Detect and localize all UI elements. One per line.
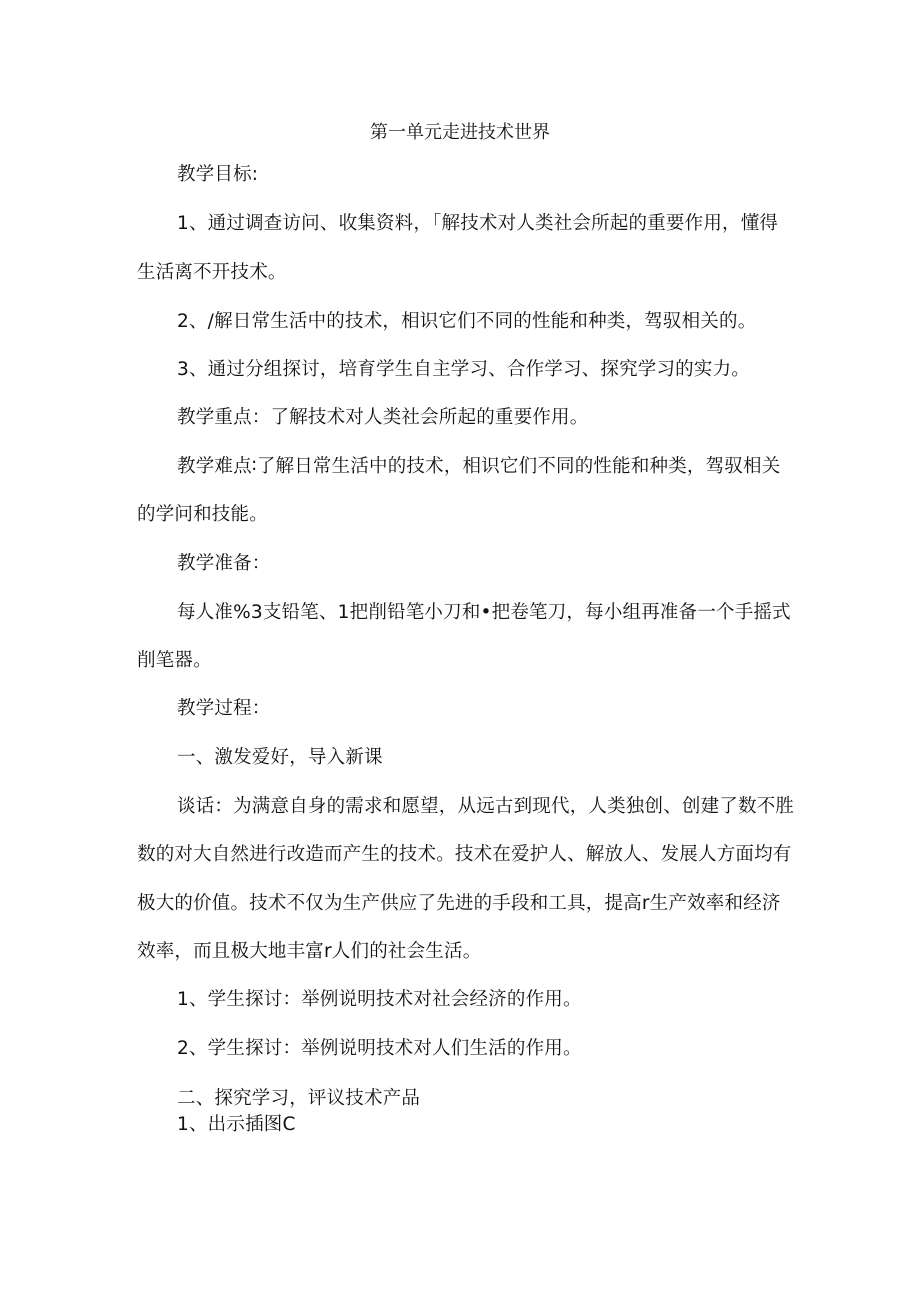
preparation-line-2: 削笔器。 — [137, 650, 212, 671]
talk-line-1: 谈话：为满意自身的需求和愿望，从远古到现代，人类独创、创建了数不胜 — [177, 796, 795, 817]
objective-1-line-2: 生活离不开技术。 — [137, 262, 287, 283]
difficulty-line-1: 教学难点∶了解日常生活中的技术，相识它们不同的性能和种类，驾驭相关 — [177, 456, 781, 477]
preparation-heading: 教学准备： — [177, 553, 271, 574]
preparation-line-1: 每人准%3支铅笔、1把削铅笔小刀和•把卷笔刀，每小组再准备一个手摇式 — [177, 602, 791, 623]
talk-line-4: 效率，而且极大地丰富r人们的社会生活。 — [137, 941, 482, 962]
difficulty-line-2: 的学问和技能。 — [137, 504, 268, 525]
key-point: 教学重点：了解技术对人类社会所起的重要作用。 — [177, 407, 589, 428]
discussion-2: 2、学生探讨：举例说明技术对人们生活的作用。 — [177, 1038, 582, 1059]
objective-1-line-1: 1、通过调查访问、收集资料，「解技术对人类社会所起的重要作用，懂得 — [177, 213, 779, 234]
talk-line-2: 数的对大自然进行改造而产生的技术。技术在爱护人、解放人、发展人方面均有 — [137, 844, 792, 865]
objectives-heading: 教学目标: — [177, 164, 259, 185]
discussion-1: 1、学生探讨：举例说明技术对社会经济的作用。 — [177, 989, 582, 1010]
section-2-heading: 二、探究学习，评议技术产品 — [177, 1088, 421, 1109]
document-title: 第一单元走进技术世界 — [370, 122, 550, 143]
objective-2: 2、/解日常生活中的技术，相识它们不同的性能和种类，驾驭相关的。 — [177, 311, 757, 332]
section-1-heading: 一、激发爱好，导入新课 — [177, 747, 383, 768]
show-figure: 1、出示插图C — [177, 1114, 296, 1135]
process-heading: 教学过程： — [177, 698, 271, 719]
objective-3: 3、通过分组探讨，培育学生自主学习、合作学习、探究学习的实力。 — [177, 359, 750, 380]
talk-line-3: 极大的价值。技术不仅为生产供应了先进的手段和工具，提高r生产效率和经济 — [137, 893, 781, 914]
